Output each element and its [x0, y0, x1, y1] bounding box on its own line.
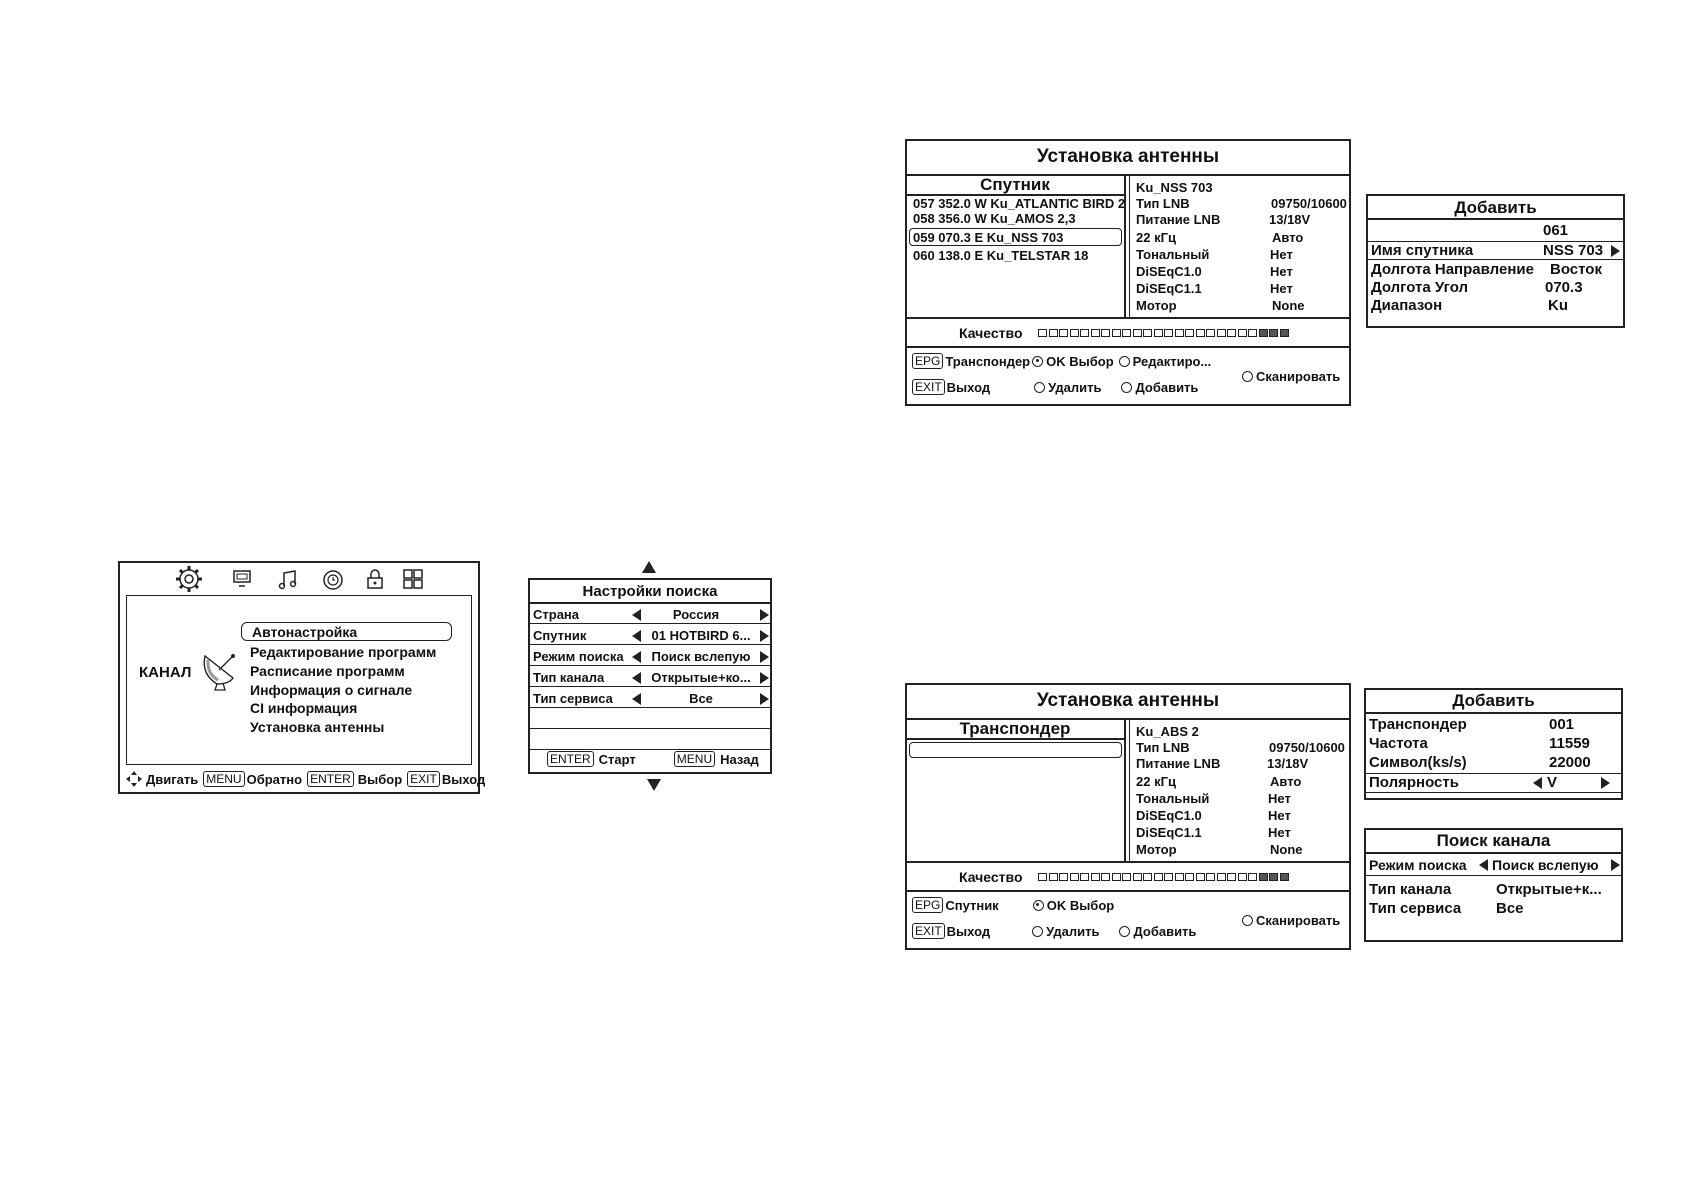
- info-label: Тональный: [1136, 247, 1210, 262]
- info-value: Авто: [1272, 230, 1304, 245]
- quality-segment: [1227, 329, 1236, 337]
- antenna-setup-title: Установка антенны: [1036, 146, 1220, 167]
- quality-segment: [1164, 873, 1173, 881]
- transponder-label: Транспондер: [945, 353, 1031, 369]
- search-settings-panel: [528, 578, 772, 774]
- country-label: Страна: [533, 607, 580, 622]
- add-satellite-title: Добавить: [1454, 198, 1537, 217]
- quality-segment: [1248, 873, 1257, 881]
- antenna-setup-title: Установка антенны: [1036, 690, 1220, 711]
- info-label: DiSEqC1.1: [1136, 825, 1202, 840]
- channel-type-left-arrow-icon[interactable]: [632, 672, 641, 684]
- quality-segment: [1133, 329, 1142, 337]
- quality-segment: [1217, 329, 1226, 337]
- band-value[interactable]: Ku: [1548, 297, 1568, 314]
- search-mode-label: Режим поиска: [533, 649, 624, 664]
- quality-segment: [1259, 329, 1268, 337]
- menu-item-signal-info[interactable]: Информация о сигнале: [250, 682, 413, 698]
- quality-segment: [1122, 873, 1131, 881]
- info-label: Питание LNB: [1136, 212, 1221, 227]
- menu-item-schedule[interactable]: Расписание программ: [250, 663, 405, 679]
- delete-radio-icon[interactable]: [1032, 926, 1043, 937]
- delete-label: Удалить: [1046, 923, 1100, 939]
- satellite-left-arrow-icon[interactable]: [632, 630, 641, 642]
- quality-segment: [1059, 873, 1068, 881]
- search-mode-right-arrow-icon[interactable]: [760, 651, 769, 663]
- search-mode-label: Режим поиска: [1369, 857, 1467, 873]
- quality-segment: [1080, 873, 1089, 881]
- info-value: Авто: [1270, 774, 1302, 789]
- transponder-list-header: Транспондер: [959, 719, 1071, 738]
- service-type-label: Тип сервиса: [533, 691, 613, 706]
- info-label: Мотор: [1136, 298, 1177, 313]
- search-mode-left-arrow-icon[interactable]: [1479, 859, 1488, 871]
- quality-segment: [1175, 873, 1184, 881]
- quality-segment: [1038, 873, 1047, 881]
- quality-segment: [1154, 329, 1163, 337]
- quality-segment: [1038, 329, 1047, 337]
- info-label: Мотор: [1136, 842, 1177, 857]
- add-label: Добавить: [1133, 923, 1197, 939]
- exit-key[interactable]: EXIT: [912, 923, 945, 939]
- frequency-label: Частота: [1369, 735, 1428, 752]
- quality-segment: [1269, 873, 1278, 881]
- quality-segment: [1248, 329, 1257, 337]
- back-label: Обратно: [246, 771, 303, 787]
- delete-label: Удалить: [1048, 379, 1102, 395]
- info-value: 13/18V: [1269, 212, 1311, 227]
- ok-select-label: OK Выбор: [1046, 353, 1114, 369]
- transponder-selected-frame[interactable]: [909, 742, 1122, 758]
- longitude-direction-label: Долгота Направление: [1371, 261, 1534, 278]
- enter-key[interactable]: ENTER: [547, 751, 594, 767]
- search-mode-right-arrow-icon[interactable]: [1611, 859, 1620, 871]
- quality-segment: [1080, 329, 1089, 337]
- search-settings-footer: [547, 751, 759, 767]
- quality-segment: [1185, 873, 1194, 881]
- polarity-value[interactable]: V: [1547, 774, 1558, 791]
- info-label: DiSEqC1.0: [1136, 808, 1202, 823]
- quality-segment: [1227, 873, 1236, 881]
- service-type-label: Тип сервиса: [1369, 900, 1462, 917]
- quality-segment: [1070, 329, 1079, 337]
- info-value: Нет: [1268, 825, 1291, 840]
- channel-menu-footer: [125, 770, 485, 788]
- search-mode-left-arrow-icon[interactable]: [632, 651, 641, 663]
- exit-label: Выход: [441, 771, 486, 787]
- quality-segment: [1175, 329, 1184, 337]
- info-label: 22 кГц: [1136, 774, 1176, 789]
- antenna2-footer-top: [912, 897, 1114, 913]
- quality-segment: [1101, 329, 1110, 337]
- add-satellite-panel: [1366, 194, 1625, 328]
- scan-radio-icon[interactable]: [1242, 915, 1253, 926]
- menu-key[interactable]: MENU: [203, 771, 244, 787]
- satellite-dish-icon: [199, 650, 239, 692]
- quality-segment: [1259, 873, 1268, 881]
- menu-item-ci-info[interactable]: CI информация: [250, 700, 358, 716]
- satellite-label: Спутник: [945, 897, 999, 913]
- quality-segment: [1238, 329, 1247, 337]
- transponder-label: Транспондер: [1369, 716, 1467, 733]
- quality-segment: [1185, 329, 1194, 337]
- info-label: Тип LNB: [1136, 196, 1190, 211]
- info-label: DiSEqC1.1: [1136, 281, 1202, 296]
- channel-type-value[interactable]: Открытые+к...: [1496, 881, 1602, 898]
- antenna-setup-panel-2: [905, 683, 1351, 950]
- search-mode-value[interactable]: Поиск вслепую: [1492, 857, 1599, 873]
- exit-label: Выход: [946, 923, 991, 939]
- info-value: 13/18V: [1267, 756, 1309, 771]
- scroll-down-arrow-icon[interactable]: [647, 779, 661, 791]
- quality-bar: [1038, 329, 1290, 337]
- enter-key[interactable]: ENTER: [307, 771, 354, 787]
- satellite-name-value[interactable]: NSS 703: [1543, 242, 1604, 259]
- scroll-up-arrow-icon[interactable]: [642, 561, 656, 573]
- quality-segment: [1101, 873, 1110, 881]
- menu-key[interactable]: MENU: [674, 751, 715, 767]
- quality-segment: [1143, 329, 1152, 337]
- category-label: КАНАЛ: [139, 664, 192, 681]
- scan-label: Сканировать: [1256, 913, 1341, 928]
- music-icon[interactable]: [277, 569, 299, 591]
- info-value: Нет: [1268, 791, 1291, 806]
- info-value: Нет: [1270, 247, 1293, 262]
- ok-radio-icon[interactable]: [1032, 356, 1043, 367]
- channel-type-label: Тип канала: [533, 670, 605, 685]
- search-settings-title: Настройки поиска: [582, 583, 718, 600]
- info-label: Тип LNB: [1136, 740, 1190, 755]
- menu-item-autosetup[interactable]: Автонастройка: [252, 624, 358, 640]
- quality-segment: [1133, 873, 1142, 881]
- menu-item-program-edit[interactable]: Редактирование программ: [250, 644, 437, 660]
- satellite-name-right-arrow-icon[interactable]: [1611, 245, 1620, 257]
- quality-segment: [1196, 873, 1205, 881]
- info-value: Нет: [1270, 281, 1293, 296]
- move-arrows-icon: [125, 770, 143, 788]
- delete-radio-icon[interactable]: [1034, 382, 1045, 393]
- exit-key[interactable]: EXIT: [407, 771, 440, 787]
- info-value: Нет: [1268, 808, 1291, 823]
- quality-segment: [1059, 329, 1068, 337]
- satellite-number: 061: [1543, 222, 1569, 239]
- settings-gear-icon[interactable]: [175, 565, 203, 593]
- quality-label: Качество: [959, 325, 1023, 341]
- quality-segment: [1143, 873, 1152, 881]
- add-transponder-panel: [1364, 688, 1623, 800]
- add-label: Добавить: [1135, 379, 1199, 395]
- channel-menu-panel: [118, 561, 486, 794]
- satellite-name-label: Имя спутника: [1371, 242, 1474, 259]
- quality-segment: [1049, 329, 1058, 337]
- longitude-direction-value[interactable]: Восток: [1550, 261, 1602, 278]
- info-label: DiSEqC1.0: [1136, 264, 1202, 279]
- polarity-right-arrow-icon[interactable]: [1601, 777, 1610, 789]
- antenna1-footer-top: [912, 353, 1211, 369]
- quality-segment: [1112, 873, 1121, 881]
- satellite-info-title: Ku_ABS 2: [1136, 724, 1199, 739]
- channel-type-value[interactable]: Открытые+ко...: [651, 670, 751, 685]
- quality-label: Качество: [959, 869, 1023, 885]
- quality-segment: [1091, 873, 1100, 881]
- channel-search-panel: [1364, 828, 1623, 942]
- symbol-rate-label: Символ(ks/s): [1369, 754, 1467, 771]
- info-value: None: [1272, 298, 1305, 313]
- back-label: Назад: [720, 751, 759, 767]
- edit-radio-icon[interactable]: [1119, 356, 1130, 367]
- scan-radio-icon[interactable]: [1242, 371, 1253, 382]
- info-value: Нет: [1270, 264, 1293, 279]
- quality-segment: [1112, 329, 1121, 337]
- ok-select-label: OK Выбор: [1046, 897, 1115, 913]
- satellite-info-title: Ku_NSS 703: [1136, 180, 1213, 195]
- info-value: 09750/10600: [1271, 196, 1347, 211]
- add-radio-icon[interactable]: [1121, 382, 1132, 393]
- select-label: Выбор: [357, 771, 403, 787]
- service-type-right-arrow-icon[interactable]: [760, 693, 769, 705]
- satellite-right-arrow-icon[interactable]: [760, 630, 769, 642]
- frequency-value[interactable]: 11559: [1549, 735, 1590, 752]
- quality-segment: [1164, 329, 1173, 337]
- quality-segment: [1122, 329, 1131, 337]
- scan-label: Сканировать: [1256, 369, 1341, 384]
- quality-segment: [1196, 329, 1205, 337]
- country-value[interactable]: Россия: [672, 607, 720, 622]
- add-transponder-title: Добавить: [1452, 691, 1535, 710]
- service-type-left-arrow-icon[interactable]: [632, 693, 641, 705]
- quality-segment: [1070, 873, 1079, 881]
- service-type-value[interactable]: Все: [689, 691, 713, 706]
- ok-radio-icon[interactable]: [1033, 900, 1044, 911]
- country-right-arrow-icon[interactable]: [760, 609, 769, 621]
- satellite-list-item[interactable]: 058 356.0 W Ku_AMOS 2,3: [913, 211, 1076, 226]
- polarity-left-arrow-icon[interactable]: [1533, 777, 1542, 789]
- satellite-list-item[interactable]: 059 070.3 E Ku_NSS 703: [913, 230, 1064, 245]
- satellite-label: Спутник: [533, 628, 587, 643]
- info-value: None: [1270, 842, 1303, 857]
- antenna-setup-panel-1: [905, 139, 1351, 406]
- info-value: 09750/10600: [1269, 740, 1345, 755]
- antenna2-footer-bottom: [912, 923, 1196, 939]
- channel-search-title: Поиск канала: [1436, 831, 1551, 850]
- quality-bar: [1038, 873, 1290, 881]
- info-label: Питание LNB: [1136, 756, 1221, 771]
- antenna1-scan: [1242, 369, 1340, 384]
- antenna1-footer-bottom: [912, 379, 1198, 395]
- symbol-rate-value[interactable]: 22000: [1549, 754, 1591, 771]
- satellite-list-header: Спутник: [980, 175, 1050, 194]
- edit-label: Редактиро...: [1132, 353, 1212, 369]
- longitude-angle-label: Долгота Угол: [1371, 279, 1469, 296]
- clock-icon[interactable]: [322, 569, 344, 591]
- lock-icon[interactable]: [365, 568, 385, 590]
- satellite-list-item[interactable]: 057 352.0 W Ku_ATLANTIC BIRD 2: [913, 196, 1126, 211]
- info-label: Тональный: [1136, 791, 1210, 806]
- info-label: 22 кГц: [1136, 230, 1176, 245]
- quality-segment: [1269, 329, 1278, 337]
- quality-segment: [1206, 873, 1215, 881]
- scrollbar[interactable]: [1124, 718, 1130, 861]
- satellite-value[interactable]: 01 HOTBIRD 6...: [651, 628, 751, 643]
- start-label: Старт: [598, 751, 636, 767]
- quality-segment: [1049, 873, 1058, 881]
- quality-segment: [1091, 329, 1100, 337]
- quality-segment: [1154, 873, 1163, 881]
- epg-key[interactable]: EPG: [912, 897, 943, 913]
- longitude-angle-value[interactable]: 070.3: [1545, 279, 1583, 296]
- polarity-label: Полярность: [1369, 774, 1459, 791]
- tv-icon[interactable]: [232, 569, 252, 589]
- add-radio-icon[interactable]: [1119, 926, 1130, 937]
- exit-key[interactable]: EXIT: [912, 379, 945, 395]
- service-type-value[interactable]: Все: [1496, 900, 1524, 917]
- scrollbar[interactable]: [1124, 174, 1130, 317]
- country-left-arrow-icon[interactable]: [632, 609, 641, 621]
- channel-menu-inner: [126, 595, 472, 765]
- quality-segment: [1280, 329, 1289, 337]
- channel-type-right-arrow-icon[interactable]: [760, 672, 769, 684]
- satellite-list-item[interactable]: 060 138.0 E Ku_TELSTAR 18: [913, 248, 1089, 263]
- search-mode-value[interactable]: Поиск вслепую: [651, 649, 751, 664]
- grid-icon[interactable]: [402, 568, 424, 590]
- band-label: Диапазон: [1371, 297, 1443, 314]
- quality-segment: [1206, 329, 1215, 337]
- search-settings-rows: [530, 604, 770, 746]
- move-label: Двигать: [146, 771, 199, 787]
- channel-type-label: Тип канала: [1369, 881, 1452, 898]
- menu-item-antenna-setup[interactable]: Установка антенны: [250, 719, 385, 735]
- transponder-value[interactable]: 001: [1549, 716, 1575, 733]
- exit-label: Выход: [946, 379, 991, 395]
- epg-key[interactable]: EPG: [912, 353, 943, 369]
- quality-segment: [1238, 873, 1247, 881]
- antenna2-scan: [1242, 913, 1340, 928]
- quality-segment: [1217, 873, 1226, 881]
- quality-segment: [1280, 873, 1289, 881]
